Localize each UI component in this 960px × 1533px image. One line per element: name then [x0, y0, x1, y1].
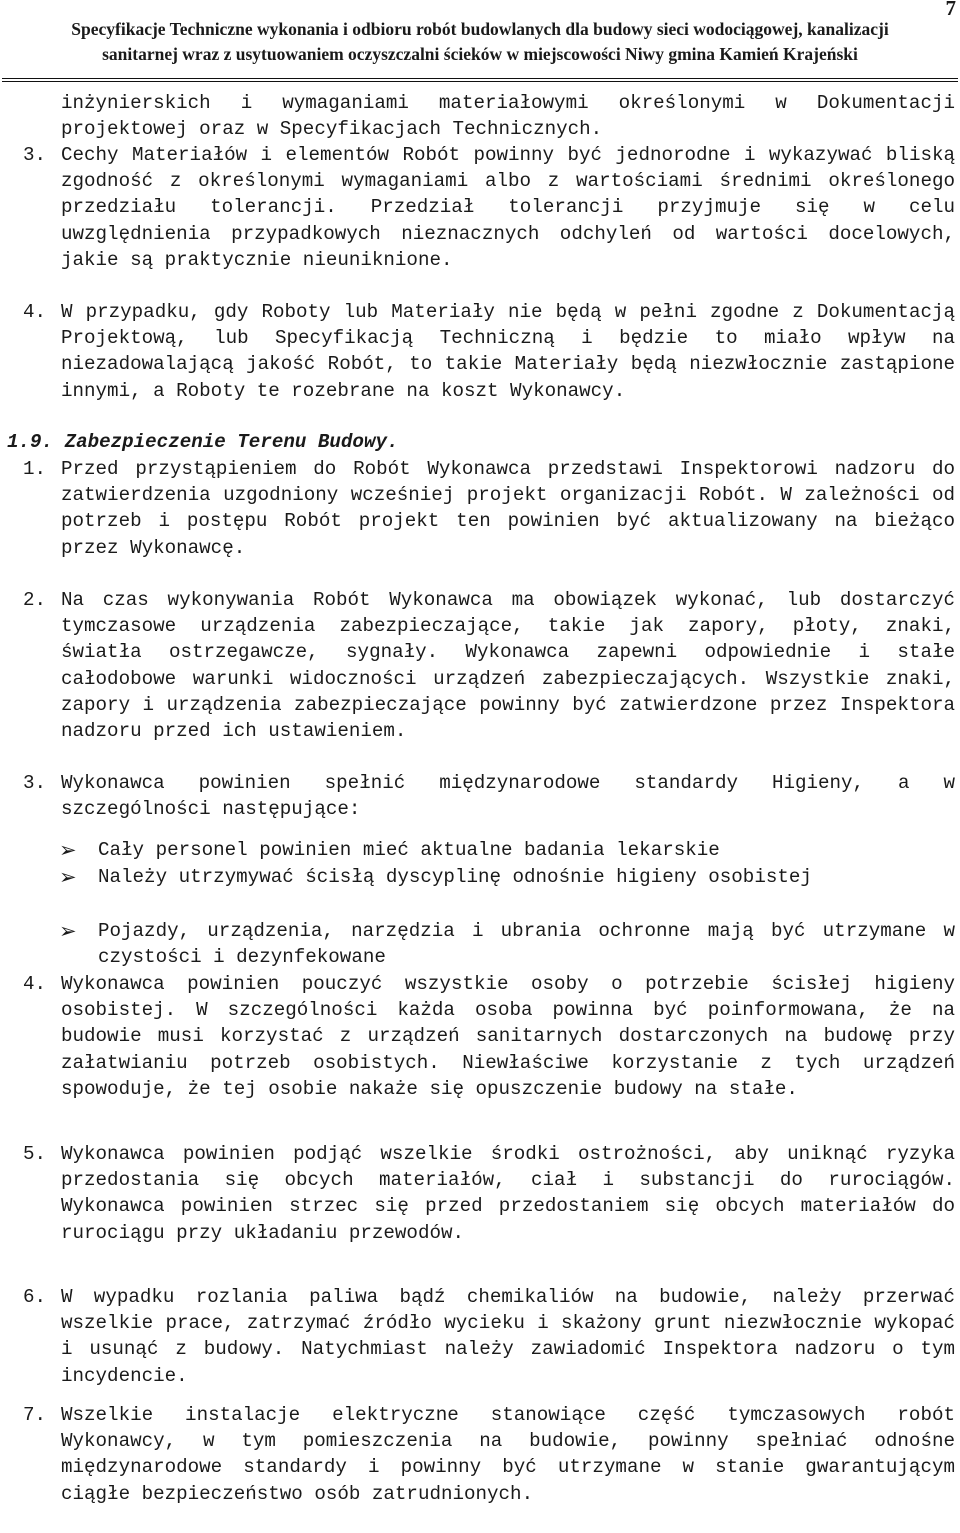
header-line-2: sanitarnej wraz z usytuowaniem oczyszczalni ścieków w miejscowości Niwy gmina Kamień Krajeński: [102, 44, 858, 64]
list-item-text: W wypadku rozlania paliwa bądź chemikaliów na budowie, należy przerwać wszelkie prace, zatrzymać źródło wycieku i skażony grunt niezwłocznie wykopać i usunąć z budowy. Natychmiast należy zawiadomić Inspektora nadzoru o tym incydencie.: [61, 1286, 955, 1387]
arrowhead-bullet-icon: ➢: [59, 865, 77, 889]
list-item-text: Wykonawca powinien pouczyć wszystkie osoby o potrzebie ścisłej higieny osobistej. W szczególności każda osoba powinna być poinformowana, że na budowie musi korzystać z urządzeń sanitarnych dostarczonych na budowę przy załatwianiu potrzeb osobistych. Niewłaściwe korzystanie z tych urządzeń spowoduje, że tej osobie nakaże się opuszczenie budowy na stałe.: [61, 973, 955, 1100]
paragraph-text: inżynierskich i wymaganiami materiałowymi określonymi w Dokumentacji projektowej oraz w Specyfikacjach Technicznych.: [61, 92, 955, 141]
bullet-text: Cały personel powinien mieć aktualne badania lekarskie: [98, 839, 720, 861]
list-item-number: 6.: [23, 1286, 47, 1308]
list-item-number: 2.: [23, 589, 47, 611]
list-item-number: 3.: [23, 144, 47, 166]
arrowhead-bullet-icon: ➢: [59, 919, 77, 943]
list-item-text: Na czas wykonywania Robót Wykonawca ma obowiązek wykonać, lub dostarczyć tymczasowe urządzenia zabezpieczające, takie jak zapory, płoty, znaki, światła ostrzegawcze, sygnały. Wykonawca zapewni odpowiednie i stałe całodobowe warunki widoczności urządzeń zabezpieczających. Wszystkie znaki, zapory i urządzenia zabezpieczające powinny być zatwierdzone przez Inspektora nadzoru przed ich ustawieniem.: [61, 589, 955, 743]
bullet-text: Pojazdy, urządzenia, narzędzia i ubrania ochronne mają być utrzymane w czystości i dezynfekowane: [98, 920, 955, 969]
list-item-text: Wykonawca powinien spełnić międzynarodowe standardy Higieny, a w szczególności następujące:: [61, 772, 955, 821]
list-item-number: 5.: [23, 1143, 47, 1165]
bullet-text: Należy utrzymywać ścisłą dyscyplinę odnośnie higieny osobistej: [98, 866, 812, 888]
list-item-number: 4.: [23, 973, 47, 995]
header-divider: [2, 78, 958, 82]
page-number: 7: [945, 0, 956, 20]
document-header: [0, 17, 960, 67]
list-item-text: Cechy Materiałów i elementów Robót powinny być jednorodne i wykazywać bliską zgodność z określonymi wymaganiami albo z wartościami średnimi określonego przedziału tolerancji. Przedział tolerancji przyjmuje się w celu uwzględnienia przypadkowych nieznacznych odchyleń od wartości docelowych, jakie są praktycznie nieuniknione.: [61, 144, 955, 271]
list-item-number: 7.: [23, 1404, 47, 1426]
list-item-text: Przed przystąpieniem do Robót Wykonawca przedstawi Inspektorowi nadzoru do zatwierdzenia uzgodniony wcześniej projekt organizacji Robót. W zależności od potrzeb i postępu Robót projekt ten powinien być aktualizowany na bieżąco przez Wykonawcę.: [61, 458, 955, 559]
section-heading-text: 1.9. Zabezpieczenie Terenu Budowy.: [7, 431, 399, 453]
list-item-text: Wszelkie instalacje elektryczne stanowiące część tymczasowych robót Wykonawcy, w tym pomieszczenia na budowie, powinny spełniać odnośne międzynarodowe standardy i powinny być utrzymane w stanie gwarantującym ciągłe bezpieczeństwo osób zatrudnionych.: [61, 1404, 955, 1505]
list-item-text: Wykonawca powinien podjąć wszelkie środki ostrożności, aby uniknąć ryzyka przedostania się obcych materiałów, ciał i substancji do rurociągów. Wykonawca powinien strzec się przed przedostaniem się obcych materiałów do rurociągu przy układaniu przewodów.: [61, 1143, 955, 1244]
header-line-1: Specyfikacje Techniczne wykonania i odbioru robót budowlanych dla budowy sieci wodociągowej, kanalizacji: [71, 19, 889, 39]
list-item-number: 3.: [23, 772, 47, 794]
list-item-number: 4.: [23, 301, 47, 323]
list-item-number: 1.: [23, 458, 47, 480]
list-item-text: W przypadku, gdy Roboty lub Materiały nie będą w pełni zgodne z Dokumentacją Projektową, lub Specyfikacją Techniczną i będzie to miało wpływ na niezadowalającą jakość Robót, to takie Materiały będą niezwłocznie zastąpione innymi, a Roboty te rozebrane na koszt Wykonawcy.: [61, 301, 955, 402]
arrowhead-bullet-icon: ➢: [59, 838, 77, 862]
